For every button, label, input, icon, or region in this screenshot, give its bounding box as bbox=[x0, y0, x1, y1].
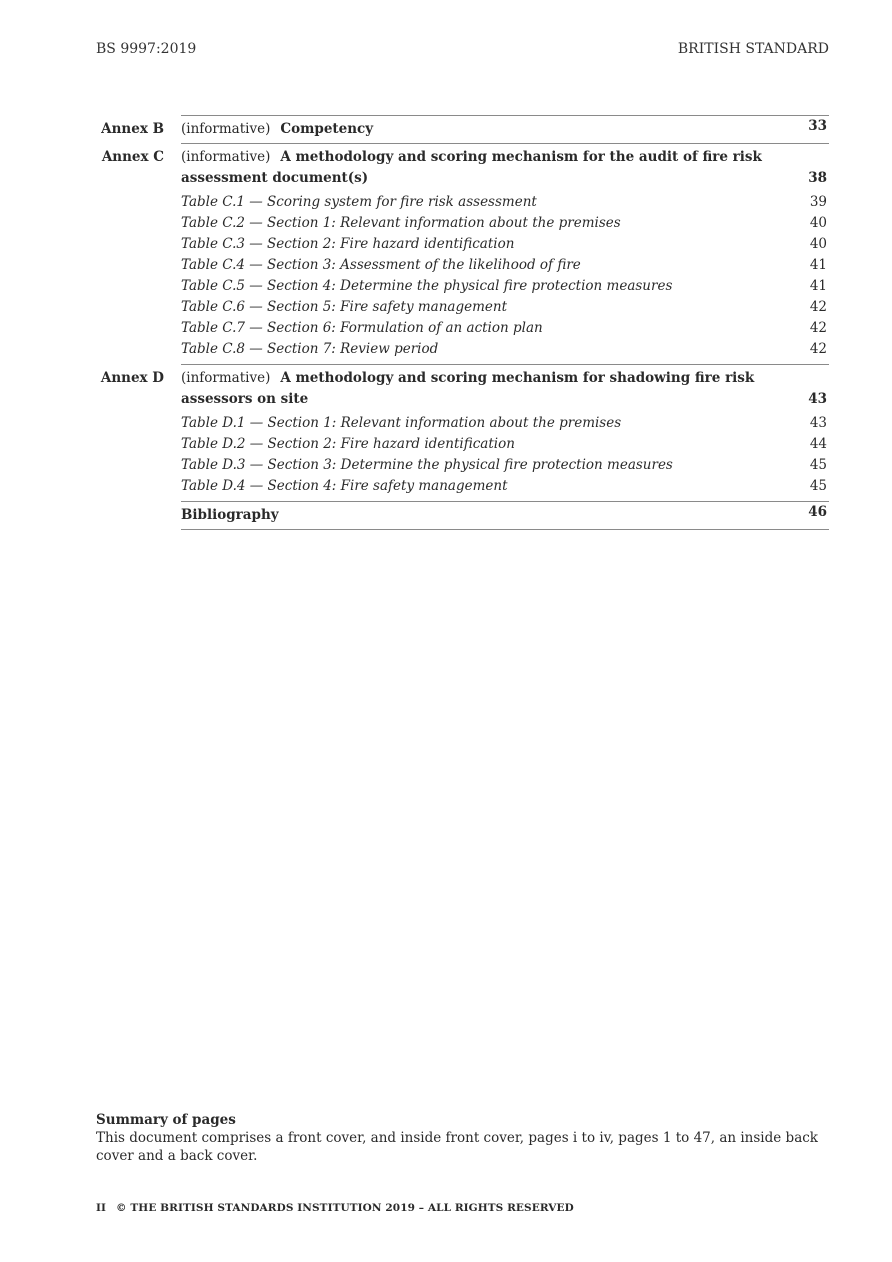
header-standard-number: BS 9997:2019 bbox=[96, 41, 197, 57]
toc-entry-table-d2[interactable] bbox=[181, 434, 829, 455]
annex-b-page: 33 bbox=[808, 118, 827, 134]
entry-page: 40 bbox=[809, 236, 827, 252]
toc-entry-annex-b[interactable] bbox=[181, 116, 829, 143]
entry-page: 41 bbox=[809, 278, 827, 294]
entry-text: Table C.4 — Section 3: Assessment of the likelihood of fire bbox=[181, 257, 581, 273]
toc-entry-table-c4[interactable] bbox=[181, 255, 829, 276]
toc-entry-table-c5[interactable] bbox=[181, 276, 829, 297]
informative-tag: (informative) bbox=[181, 121, 271, 137]
toc-entry-table-c3[interactable] bbox=[181, 234, 829, 255]
entry-page: 45 bbox=[809, 457, 827, 473]
annex-d-label: Annex D bbox=[100, 370, 164, 386]
toc-entry-table-c8[interactable] bbox=[181, 339, 829, 360]
annex-b-label: Annex B bbox=[101, 121, 164, 137]
entry-text: Table C.1 — Scoring system for fire risk assessment bbox=[181, 194, 537, 210]
toc-annex-b bbox=[96, 115, 829, 143]
toc-entry-table-c2[interactable] bbox=[181, 213, 829, 234]
annex-b-title: Competency bbox=[280, 121, 374, 137]
footer-copyright: © THE BRITISH STANDARDS INSTITUTION 2019 – ALL RIGHTS RESERVED bbox=[116, 1202, 574, 1214]
bibliography-page: 46 bbox=[808, 504, 827, 520]
entry-page: 43 bbox=[809, 415, 827, 431]
toc-entry-table-d1[interactable] bbox=[181, 413, 829, 434]
toc-entry-annex-d[interactable] bbox=[181, 365, 829, 413]
toc-entry-table-c1[interactable] bbox=[181, 192, 829, 213]
summary-title: Summary of pages bbox=[96, 1112, 236, 1128]
footer-page-number: II bbox=[96, 1202, 107, 1214]
toc-entry-table-d3[interactable] bbox=[181, 455, 829, 476]
toc-entry-table-d4[interactable] bbox=[181, 476, 829, 497]
annex-c-title-line1: A methodology and scoring mechanism for the audit of fire risk bbox=[280, 149, 762, 165]
annex-d-page: 43 bbox=[808, 391, 827, 407]
entry-page: 44 bbox=[809, 436, 827, 452]
annex-d-title-line1: A methodology and scoring mechanism for shadowing fire risk bbox=[280, 370, 755, 386]
header-publisher: BRITISH STANDARD bbox=[677, 41, 829, 57]
toc-entry-table-c7[interactable] bbox=[181, 318, 829, 339]
toc-annex-d bbox=[96, 364, 829, 501]
annex-c-title-line2: assessment document(s) bbox=[181, 170, 369, 186]
toc-entry-table-c6[interactable] bbox=[181, 297, 829, 318]
entry-page: 42 bbox=[809, 299, 827, 315]
entry-text: Table C.2 — Section 1: Relevant information about the premises bbox=[181, 215, 621, 231]
entry-page: 42 bbox=[809, 341, 827, 357]
bibliography-title: Bibliography bbox=[181, 507, 279, 523]
entry-text: Table D.4 — Section 4: Fire safety management bbox=[181, 478, 508, 494]
entry-page: 42 bbox=[809, 320, 827, 336]
annex-d-title-line2: assessors on site bbox=[181, 391, 309, 407]
entry-text: Table D.2 — Section 2: Fire hazard identification bbox=[181, 436, 515, 452]
toc-entry-bibliography[interactable] bbox=[181, 502, 829, 529]
entry-page: 40 bbox=[809, 215, 827, 231]
toc-annex-c bbox=[96, 143, 829, 364]
entry-page: 41 bbox=[809, 257, 827, 273]
summary-text: This document comprises a front cover, and inside front cover, pages i to iv, pages 1 to 47, an inside back cover and a back cover. bbox=[96, 1130, 818, 1164]
annex-c-page: 38 bbox=[808, 170, 827, 186]
toc-bibliography bbox=[96, 501, 829, 530]
informative-tag: (informative) bbox=[181, 149, 271, 165]
entry-text: Table C.7 — Section 6: Formulation of an action plan bbox=[181, 320, 543, 336]
informative-tag: (informative) bbox=[181, 370, 271, 386]
entry-text: Table C.3 — Section 2: Fire hazard identification bbox=[181, 236, 515, 252]
page-footer bbox=[96, 1202, 574, 1214]
entry-text: Table C.8 — Section 7: Review period bbox=[181, 341, 439, 357]
toc-entry-annex-c[interactable] bbox=[181, 144, 829, 192]
entry-text: Table D.1 — Section 1: Relevant information about the premises bbox=[181, 415, 622, 431]
entry-page: 45 bbox=[809, 478, 827, 494]
entry-text: Table D.3 — Section 3: Determine the physical fire protection measures bbox=[181, 457, 673, 473]
summary-of-pages bbox=[96, 1111, 831, 1165]
entry-text: Table C.6 — Section 5: Fire safety management bbox=[181, 299, 507, 315]
entry-page: 39 bbox=[809, 194, 827, 210]
annex-c-label: Annex C bbox=[101, 149, 164, 165]
entry-text: Table C.5 — Section 4: Determine the physical fire protection measures bbox=[181, 278, 673, 294]
table-of-contents bbox=[96, 115, 829, 530]
